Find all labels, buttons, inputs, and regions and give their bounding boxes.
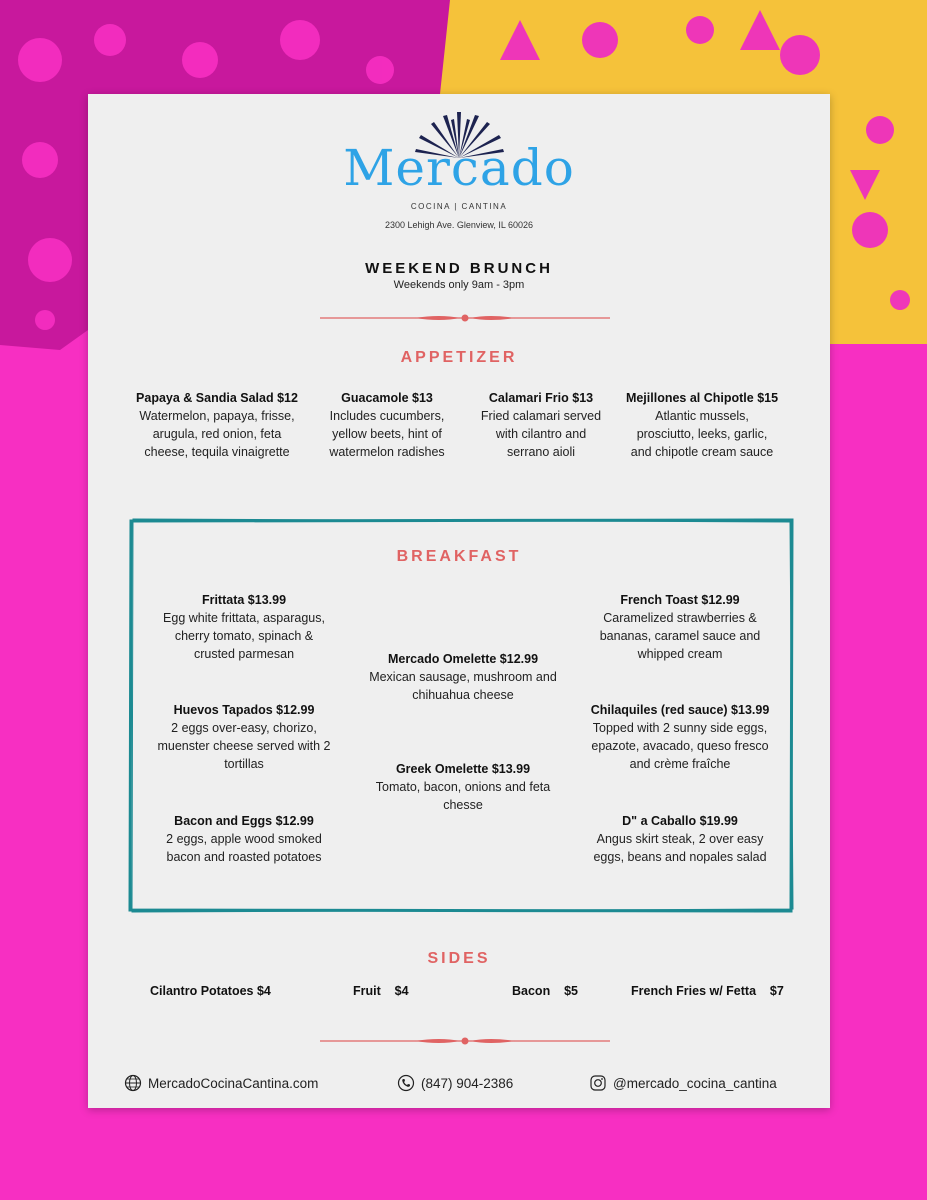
footer-website[interactable] (124, 1074, 318, 1092)
ornament-divider (320, 312, 610, 324)
item-desc-line: muenster cheese served with 2 (157, 739, 331, 753)
item-name: Frittata $13.99 (201, 593, 287, 607)
item-name: Huevos Tapados $12.99 (173, 703, 315, 717)
side-item: Bacon $5 (512, 984, 578, 998)
item-name: Bacon and Eggs $12.99 (174, 814, 314, 828)
item-name: Chilaquiles (red sauce) $13.99 (590, 703, 770, 717)
item-desc-line: chihuahua cheese (412, 688, 514, 702)
item-desc-line: watermelon radishes (329, 445, 445, 459)
item-desc-line: Caramelized strawberries & (603, 611, 757, 625)
item-desc-line: prosciutto, leeks, garlic, (636, 427, 768, 441)
item-desc-line: tortillas (224, 757, 264, 771)
globe-icon (124, 1074, 142, 1092)
brand-name: Mercado (343, 139, 575, 197)
appetizer-item (610, 389, 794, 461)
breakfast-item (144, 701, 344, 773)
footer-phone[interactable] (397, 1074, 513, 1092)
breakfast-item (578, 591, 782, 663)
breakfast-item (144, 591, 344, 663)
phone-icon (397, 1074, 415, 1092)
item-name: Calamari Frio $13 (488, 391, 594, 405)
item-name: D" a Caballo $19.99 (622, 814, 738, 828)
item-desc-line: bacon and roasted potatoes (166, 850, 322, 864)
item-desc-line: cherry tomato, spinach & (174, 629, 314, 643)
item-desc-line: Mexican sausage, mushroom and (369, 670, 557, 684)
item-desc-line: Fried calamari served (480, 409, 602, 423)
item-desc-line: eggs, beans and nopales salad (593, 850, 767, 864)
item-desc-line: and crème fraîche (629, 757, 731, 771)
item-desc-line: Angus skirt steak, 2 over easy (596, 832, 764, 846)
item-desc-line: with cilantro and (495, 427, 587, 441)
item-desc-line: Topped with 2 sunny side eggs, (592, 721, 768, 735)
side-item: French Fries w/ Fetta $7 (631, 984, 784, 998)
item-name: Guacamole $13 (341, 391, 433, 405)
item-desc-line: bananas, caramel sauce and (599, 629, 761, 643)
appetizer-item (124, 389, 310, 461)
appetizer-item (312, 389, 462, 461)
instagram-icon (589, 1074, 607, 1092)
footer-instagram[interactable] (589, 1074, 777, 1092)
item-desc-line: Includes cucumbers, (329, 409, 445, 423)
section-title-sides: SIDES (427, 950, 491, 967)
item-desc-line: arugula, red onion, feta (152, 427, 282, 441)
instagram-handle[interactable]: @mercado_cocina_cantina (613, 1075, 777, 1091)
side-item: Cilantro Potatoes $4 (150, 984, 271, 998)
item-desc-line: chesse (443, 798, 483, 812)
item-desc-line: serrano aioli (506, 445, 576, 459)
item-desc-line: and chipotle cream sauce (630, 445, 774, 459)
address: 2300 Lehigh Ave. Glenview, IL 60026 (384, 220, 534, 230)
menu-card (88, 94, 830, 1108)
website-link[interactable]: MercadoCocinaCantina.com (148, 1075, 319, 1091)
appetizer-item (466, 389, 616, 461)
item-desc-line: cheese, tequila vinaigrette (144, 445, 290, 459)
breakfast-item (144, 812, 344, 866)
item-desc-line: Atlantic mussels, (655, 409, 749, 423)
item-desc-line: yellow beets, hint of (332, 427, 442, 441)
section-title-appetizer: APPETIZER (400, 349, 518, 366)
item-desc-line: Watermelon, papaya, frisse, (139, 409, 295, 423)
item-name: Mejillones al Chipotle $15 (625, 391, 779, 405)
item-name: Mercado Omelette $12.99 (387, 652, 539, 666)
item-name: Papaya & Sandia Salad $12 (136, 391, 298, 405)
phone-number[interactable]: (847) 904-2386 (421, 1075, 514, 1091)
breakfast-item (358, 760, 568, 814)
item-desc-line: crusted parmesan (193, 647, 295, 661)
item-name: French Toast $12.99 (620, 593, 740, 607)
breakfast-item (358, 650, 568, 704)
item-desc-line: whipped cream (637, 647, 723, 661)
item-desc-line: 2 eggs over-easy, chorizo, (171, 721, 317, 735)
item-desc-line: epazote, avacado, queso fresco (591, 739, 769, 753)
brand-tagline: COCINA | CANTINA (410, 202, 508, 211)
ornament-divider (320, 1035, 610, 1047)
item-desc-line: Tomato, bacon, onions and feta (375, 780, 551, 794)
item-desc-line: 2 eggs, apple wood smoked (166, 832, 322, 846)
menu-title: WEEKEND BRUNCH (365, 260, 553, 277)
section-title-breakfast: BREAKFAST (396, 548, 522, 565)
breakfast-item (578, 701, 782, 773)
breakfast-item (578, 812, 782, 866)
item-desc-line: Egg white frittata, asparagus, (163, 611, 325, 625)
side-item: Fruit $4 (353, 984, 409, 998)
item-name: Greek Omelette $13.99 (395, 762, 531, 776)
menu-hours: Weekends only 9am - 3pm (393, 279, 525, 291)
